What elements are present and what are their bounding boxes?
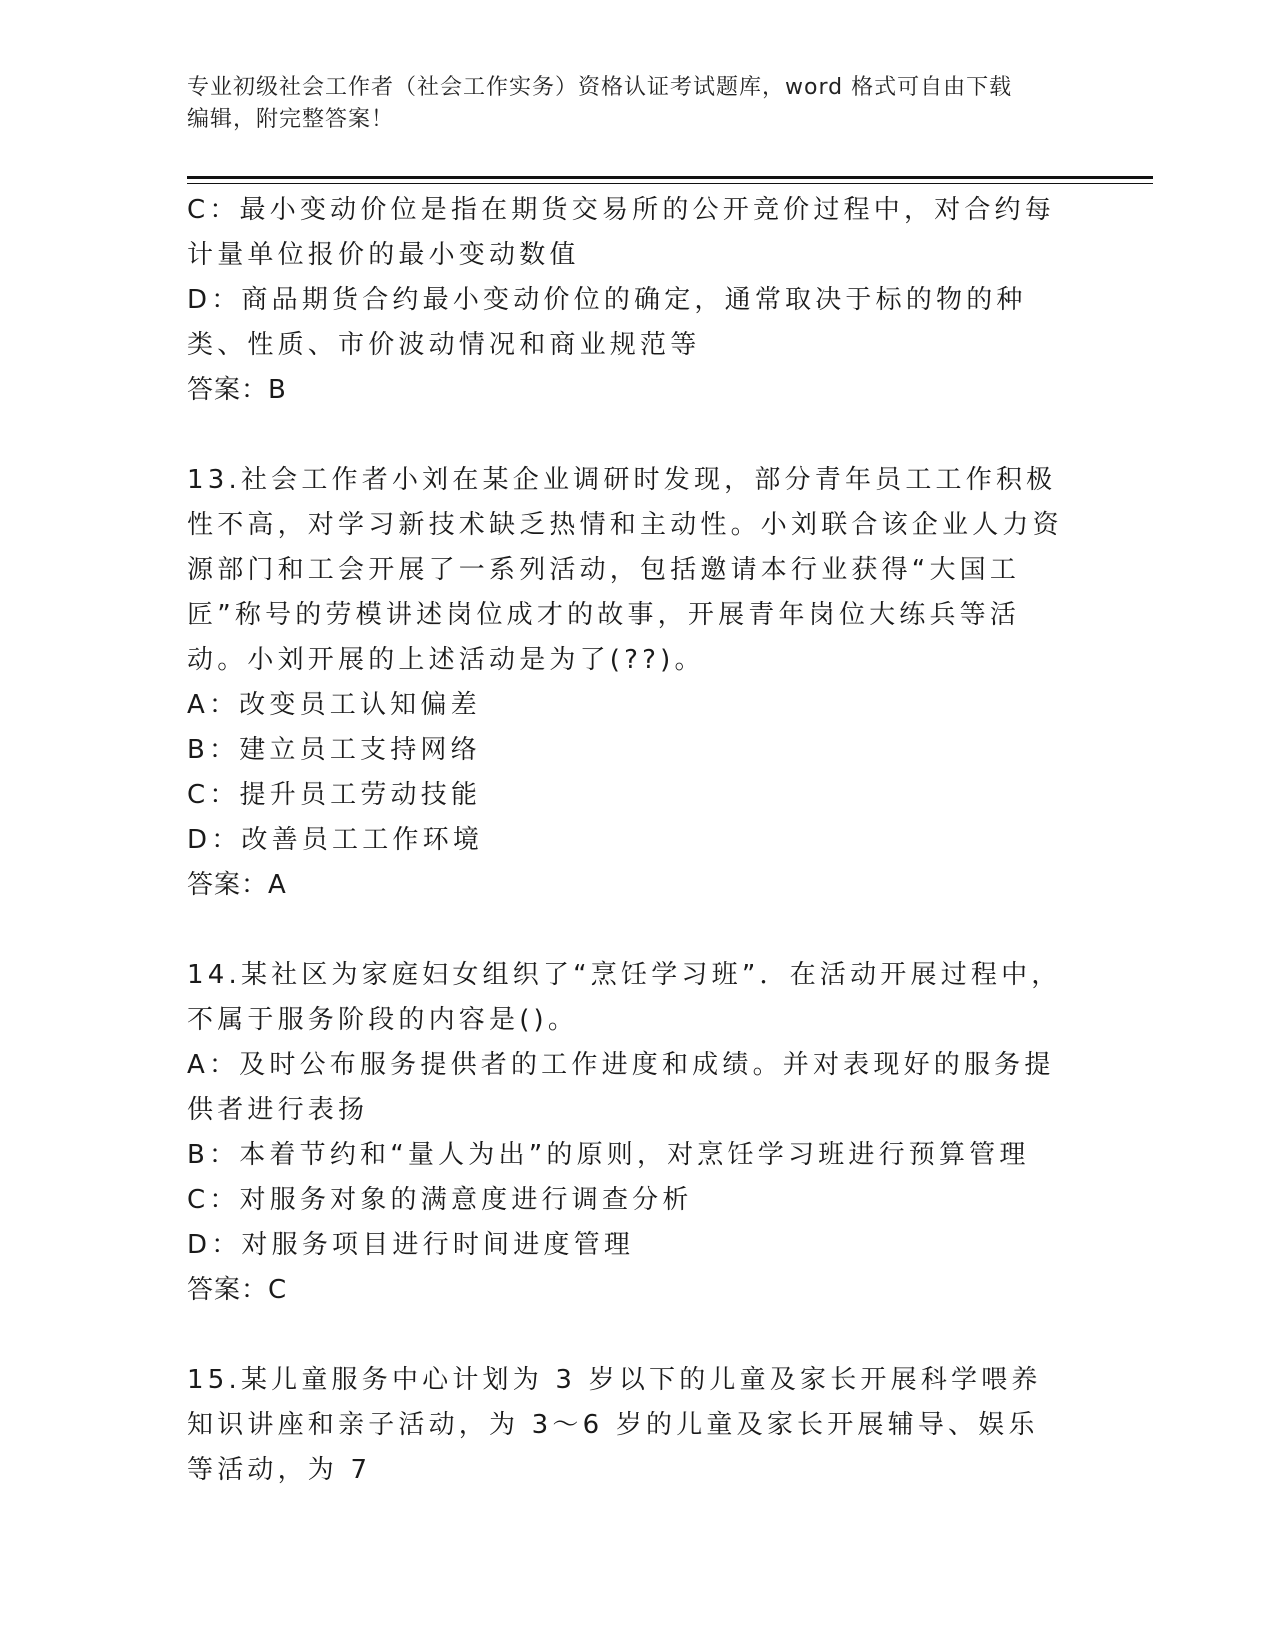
- option-b: B：本着节约和“量人为出”的原则，对烹饪学习班进行预算管理: [187, 1140, 1030, 1170]
- option-c: C：最小变动价位是指在期货交易所的公开竞价过程中，对合约每计量单位报价的最小变动数值: [187, 195, 1055, 270]
- header-line-1: 专业初级社会工作者（社会工作实务）资格认证考试题库，word 格式可自由下载: [187, 75, 1013, 100]
- answer: 答案：C: [187, 1275, 288, 1305]
- spacer: [187, 413, 1067, 458]
- answer: 答案：B: [187, 375, 287, 405]
- header-rule-thick: [187, 176, 1153, 179]
- spacer: [187, 908, 1067, 953]
- question-stem: 15.某儿童服务中心计划为 3 岁以下的儿童及家长开展科学喂养知识讲座和亲子活动，为 3～6 岁的儿童及家长开展辅导、娱乐等活动，为 7: [187, 1365, 1042, 1485]
- question-stem: 13.社会工作者小刘在某企业调研时发现，部分青年员工工作积极性不高，对学习新技术缺乏热情和主动性。小刘联合该企业人力资源部门和工会开展了一系列活动，包括邀请本行业获得“大国工匠”称号的劳模讲述岗位成才的故事，开展青年岗位大练兵等活动。小刘开展的上述活动是为了(??)。: [187, 465, 1063, 675]
- question-14: [187, 953, 1067, 1313]
- option-a: A：改变员工认知偏差: [187, 690, 481, 720]
- option-c: C：提升员工劳动技能: [187, 780, 482, 810]
- question-12-tail: [187, 188, 1067, 413]
- document-header: [187, 72, 1067, 136]
- option-b: B：建立员工支持网络: [187, 735, 481, 765]
- question-stem: 14.某社区为家庭妇女组织了“烹饪学习班”．在活动开展过程中，不属于服务阶段的内容是()。: [187, 960, 1062, 1035]
- question-13: [187, 458, 1067, 908]
- option-d: D：改善员工工作环境: [187, 825, 484, 855]
- option-d: D：商品期货合约最小变动价位的确定，通常取决于标的物的种类、性质、市价波动情况和商业规范等: [187, 285, 1027, 360]
- question-15: [187, 1358, 1067, 1493]
- spacer: [187, 1313, 1067, 1358]
- option-c: C：对服务对象的满意度进行调查分析: [187, 1185, 693, 1215]
- document-body: [187, 188, 1067, 1493]
- header-rule-thin: [187, 183, 1153, 184]
- option-d: D：对服务项目进行时间进度管理: [187, 1230, 635, 1260]
- option-a: A：及时公布服务提供者的工作进度和成绩。并对表现好的服务提供者进行表扬: [187, 1050, 1055, 1125]
- header-line-2: 编辑，附完整答案！: [187, 107, 395, 132]
- answer: 答案：A: [187, 870, 287, 900]
